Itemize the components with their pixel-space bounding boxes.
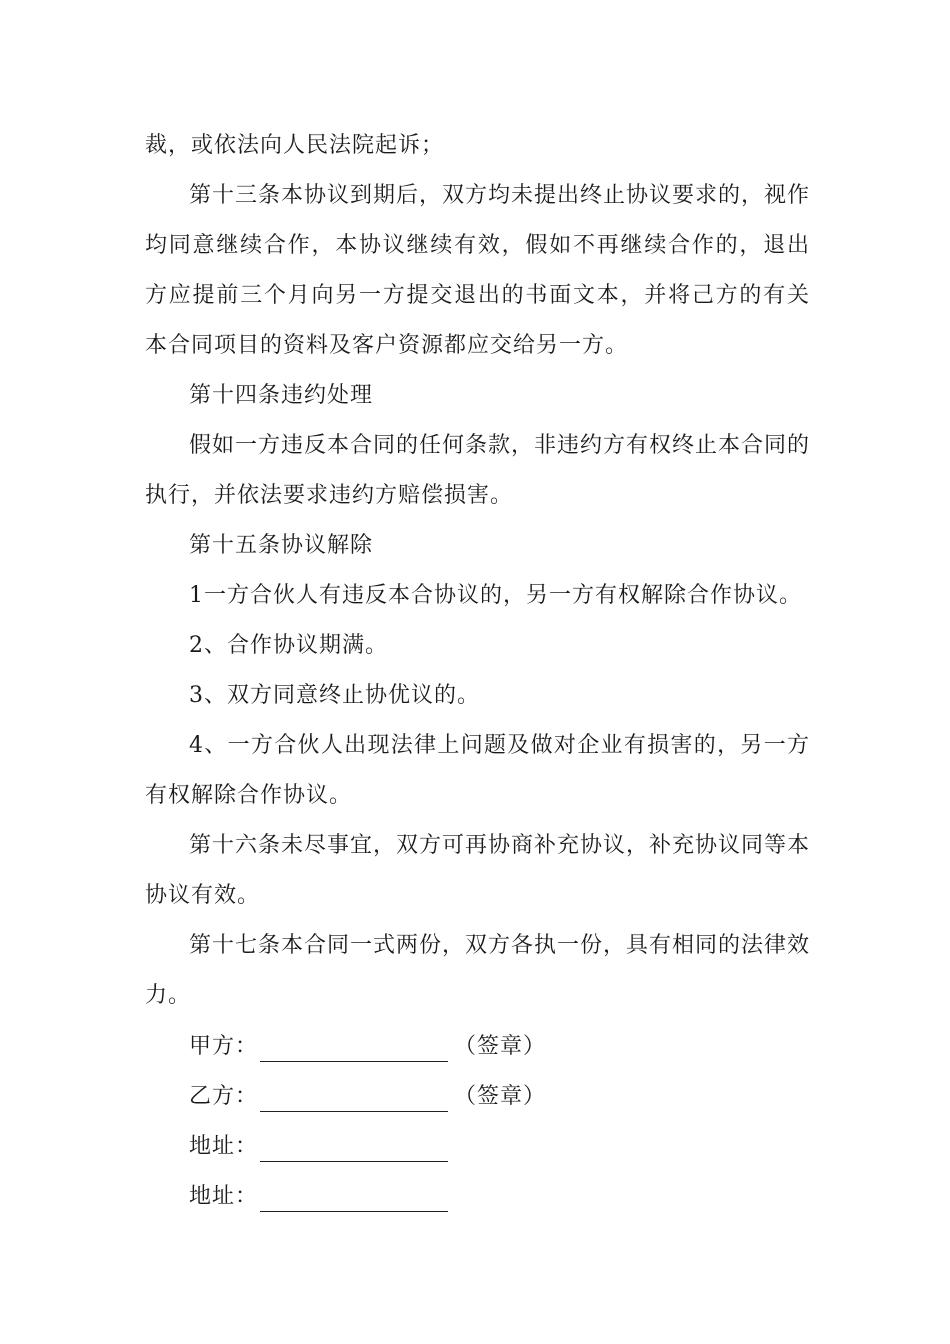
address-1-label: 地址：	[189, 1134, 259, 1159]
paragraph-breach: 假如一方违反本合同的任何条款，非违约方有权终止本合同的执行，并依法要求违约方赔偿损害。	[145, 433, 811, 508]
clause-termination-2: 2、合作协议期满。	[189, 633, 388, 658]
paragraph-article-16: 第十六条未尽事宜，双方可再协商补充协议，补充协议同等本协议有效。	[145, 833, 811, 908]
address-row-1	[189, 1132, 454, 1162]
party-a-seal-label: （签章）	[454, 1034, 547, 1059]
clause-termination-3: 3、双方同意终止协优议的。	[189, 683, 480, 708]
address-2-label: 地址：	[189, 1184, 259, 1209]
paragraph-article-13: 第十三条本协议到期后，双方均未提出终止协议要求的，视作均同意继续合作，本协议继续有效，假如不再继续合作的，退出方应提前三个月向另一方提交退出的书面文本，并将己方的有关本合同项目的资料及客户资源都应交给另一方。	[145, 183, 811, 358]
clause-termination-1: 1一方合伙人有违反本合协议的，另一方有权解除合作协议。	[189, 583, 802, 608]
party-b-signature-line	[260, 1089, 448, 1112]
party-a-signature-line	[260, 1039, 448, 1062]
paragraph-article-17: 第十七条本合同一式两份，双方各执一份，具有相同的法律效力。	[145, 933, 811, 1008]
paragraph-arbitration-tail: 裁，或依法向人民法院起诉；	[145, 133, 445, 158]
heading-article-15: 第十五条协议解除	[189, 533, 374, 558]
signature-party-a	[189, 1032, 546, 1062]
party-a-label: 甲方：	[189, 1034, 259, 1059]
signature-party-b	[189, 1082, 546, 1112]
clause-termination-4: 4、一方合伙人出现法律上问题及做对企业有损害的，另一方有权解除合作协议。	[145, 733, 810, 808]
party-b-label: 乙方：	[189, 1084, 259, 1109]
address-row-2	[189, 1182, 454, 1212]
party-b-seal-label: （签章）	[454, 1084, 547, 1109]
address-2-line	[260, 1189, 448, 1212]
contract-body	[145, 121, 810, 1021]
heading-article-14: 第十四条违约处理	[189, 383, 374, 408]
address-1-line	[260, 1139, 448, 1162]
